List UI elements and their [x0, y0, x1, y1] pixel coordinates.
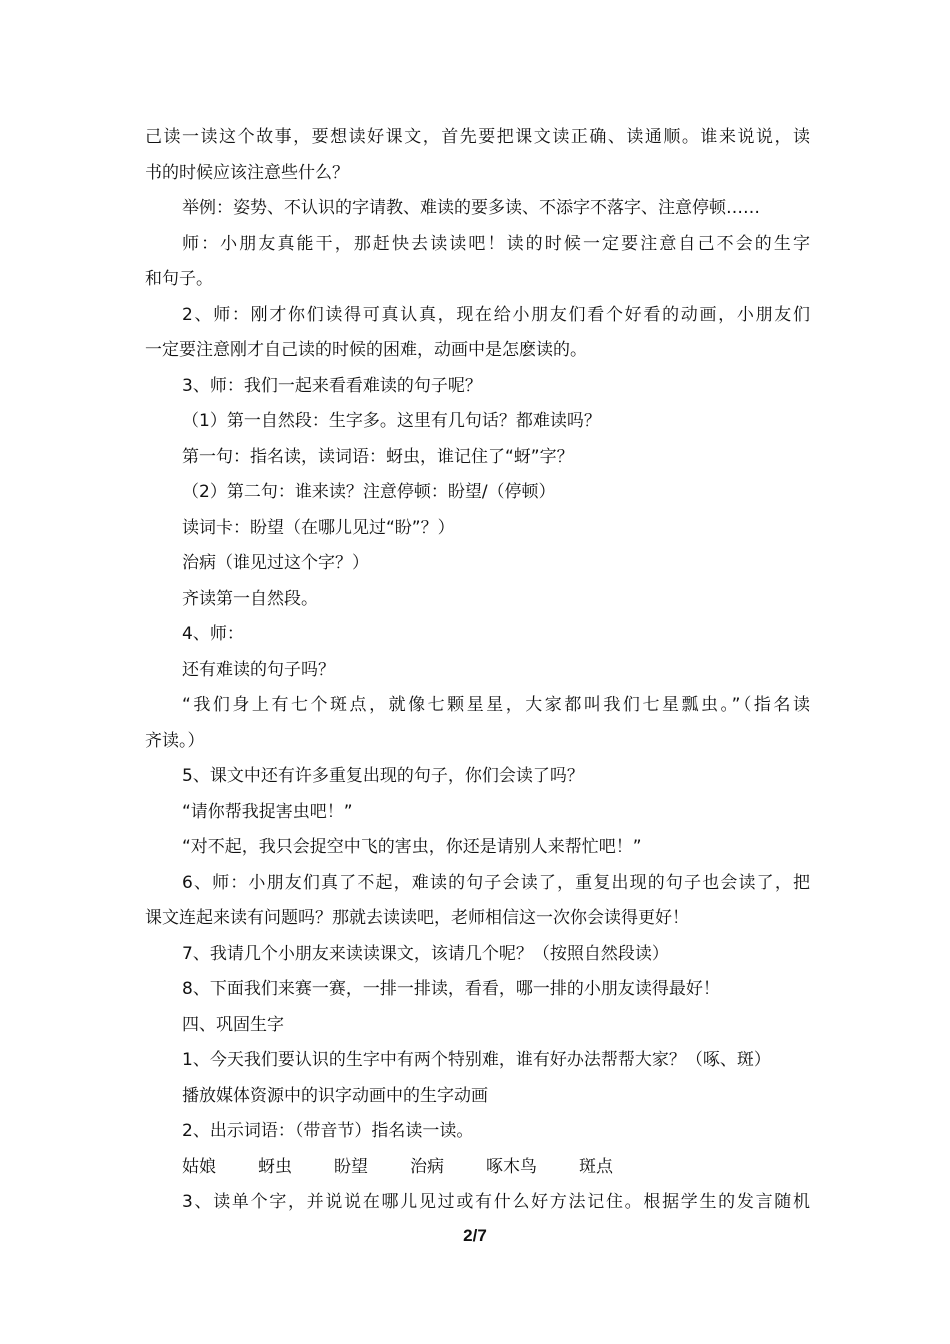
text-line: “请你帮我捉害虫吧！”: [182, 801, 353, 822]
text-line: 课文连起来读有问题吗？那就去读读吧，老师相信这一次你会读得更好！: [145, 908, 689, 928]
vocabulary-word: 盼望: [334, 1156, 368, 1177]
text-line: 播放媒体资源中的识字动画中的生字动画: [182, 1085, 488, 1106]
text-line: 读词卡：盼望（在哪儿见过“盼”？）: [182, 517, 455, 538]
text-line: 还有难读的句子吗？: [182, 659, 335, 680]
text-line: 第一句：指名读，读词语：蚜虫，谁记住了“蚜”字？: [182, 446, 574, 467]
text-line: 和句子。: [145, 269, 213, 289]
text-line: 6、师：小朋友们真了不起，难读的句子会读了，重复出现的句子也会读了，把: [182, 872, 810, 893]
text-line: 4、师：: [182, 624, 244, 644]
vocabulary-row: [145, 1150, 810, 1186]
text-line: 齐读。）: [145, 730, 205, 751]
page-separator: /: [472, 1226, 478, 1245]
vocabulary-word: 姑娘: [182, 1156, 216, 1177]
current-page: 2: [463, 1226, 473, 1245]
vocabulary-word: 啄木鸟: [486, 1156, 537, 1177]
text-line: “我们身上有七个斑点，就像七颗星星，大家都叫我们七星瓢虫。”（指名读: [182, 695, 810, 715]
text-line: 举例：姿势、不认识的字请教、难读的要多读、不添字不落字、注意停顿……: [182, 198, 760, 218]
vocabulary-word: 蚜虫: [258, 1156, 292, 1177]
text-line: 2、师：刚才你们读得可真认真，现在给小朋友们看个好看的动画，小朋友们: [182, 304, 810, 325]
page-number: [0, 1226, 950, 1246]
text-line: 书的时候应该注意些什么？: [145, 162, 349, 183]
text-line: 师：小朋友真能干，那赶快去读读吧！读的时候一定要注意自己不会的生字: [182, 233, 810, 254]
text-line: 齐读第一自然段。: [182, 588, 318, 609]
text-line: 8、下面我们来赛一赛，一排一排读，看看，哪一排的小朋友读得最好！: [182, 979, 720, 999]
text-line: （1）第一自然段：生字多。这里有几句话？都难读吗？: [182, 411, 601, 431]
text-line: 7、我请几个小朋友来读读课文，该请几个呢？（按照自然段读）: [182, 943, 669, 964]
text-line: 5、课文中还有许多重复出现的句子，你们会读了吗？: [182, 766, 584, 786]
vocabulary-word: 治病: [410, 1156, 444, 1177]
text-line: 3、师：我们一起来看看难读的句子呢？: [182, 375, 482, 396]
text-line: 3、读单个字，并说说在哪儿见过或有什么好方法记住。根据学生的发言随机: [182, 1192, 810, 1212]
vocabulary-word: 斑点: [579, 1156, 613, 1177]
total-pages: 7: [477, 1226, 487, 1245]
text-line: 一定要注意刚才自己读的时候的困难，动画中是怎麽读的。: [145, 340, 587, 360]
section-heading: 四、巩固生字: [182, 1014, 284, 1035]
text-line: 2、出示词语：（带音节）指名读一读。: [182, 1121, 474, 1141]
document-body: [145, 120, 810, 1221]
text-line: 治病（谁见过这个字？）: [182, 553, 369, 573]
text-line: （2）第二句：谁来读？注意停顿：盼望/（停顿）: [182, 482, 556, 502]
text-line: 己读一读这个故事，要想读好课文，首先要把课文读正确、读通顺。谁来说说，读: [145, 127, 810, 147]
text-line: “对不起，我只会捉空中飞的害虫，你还是请别人来帮忙吧！”: [182, 837, 642, 857]
text-line: 1、今天我们要认识的生字中有两个特别难，谁有好办法帮帮大家？（啄、斑）: [182, 1050, 771, 1070]
